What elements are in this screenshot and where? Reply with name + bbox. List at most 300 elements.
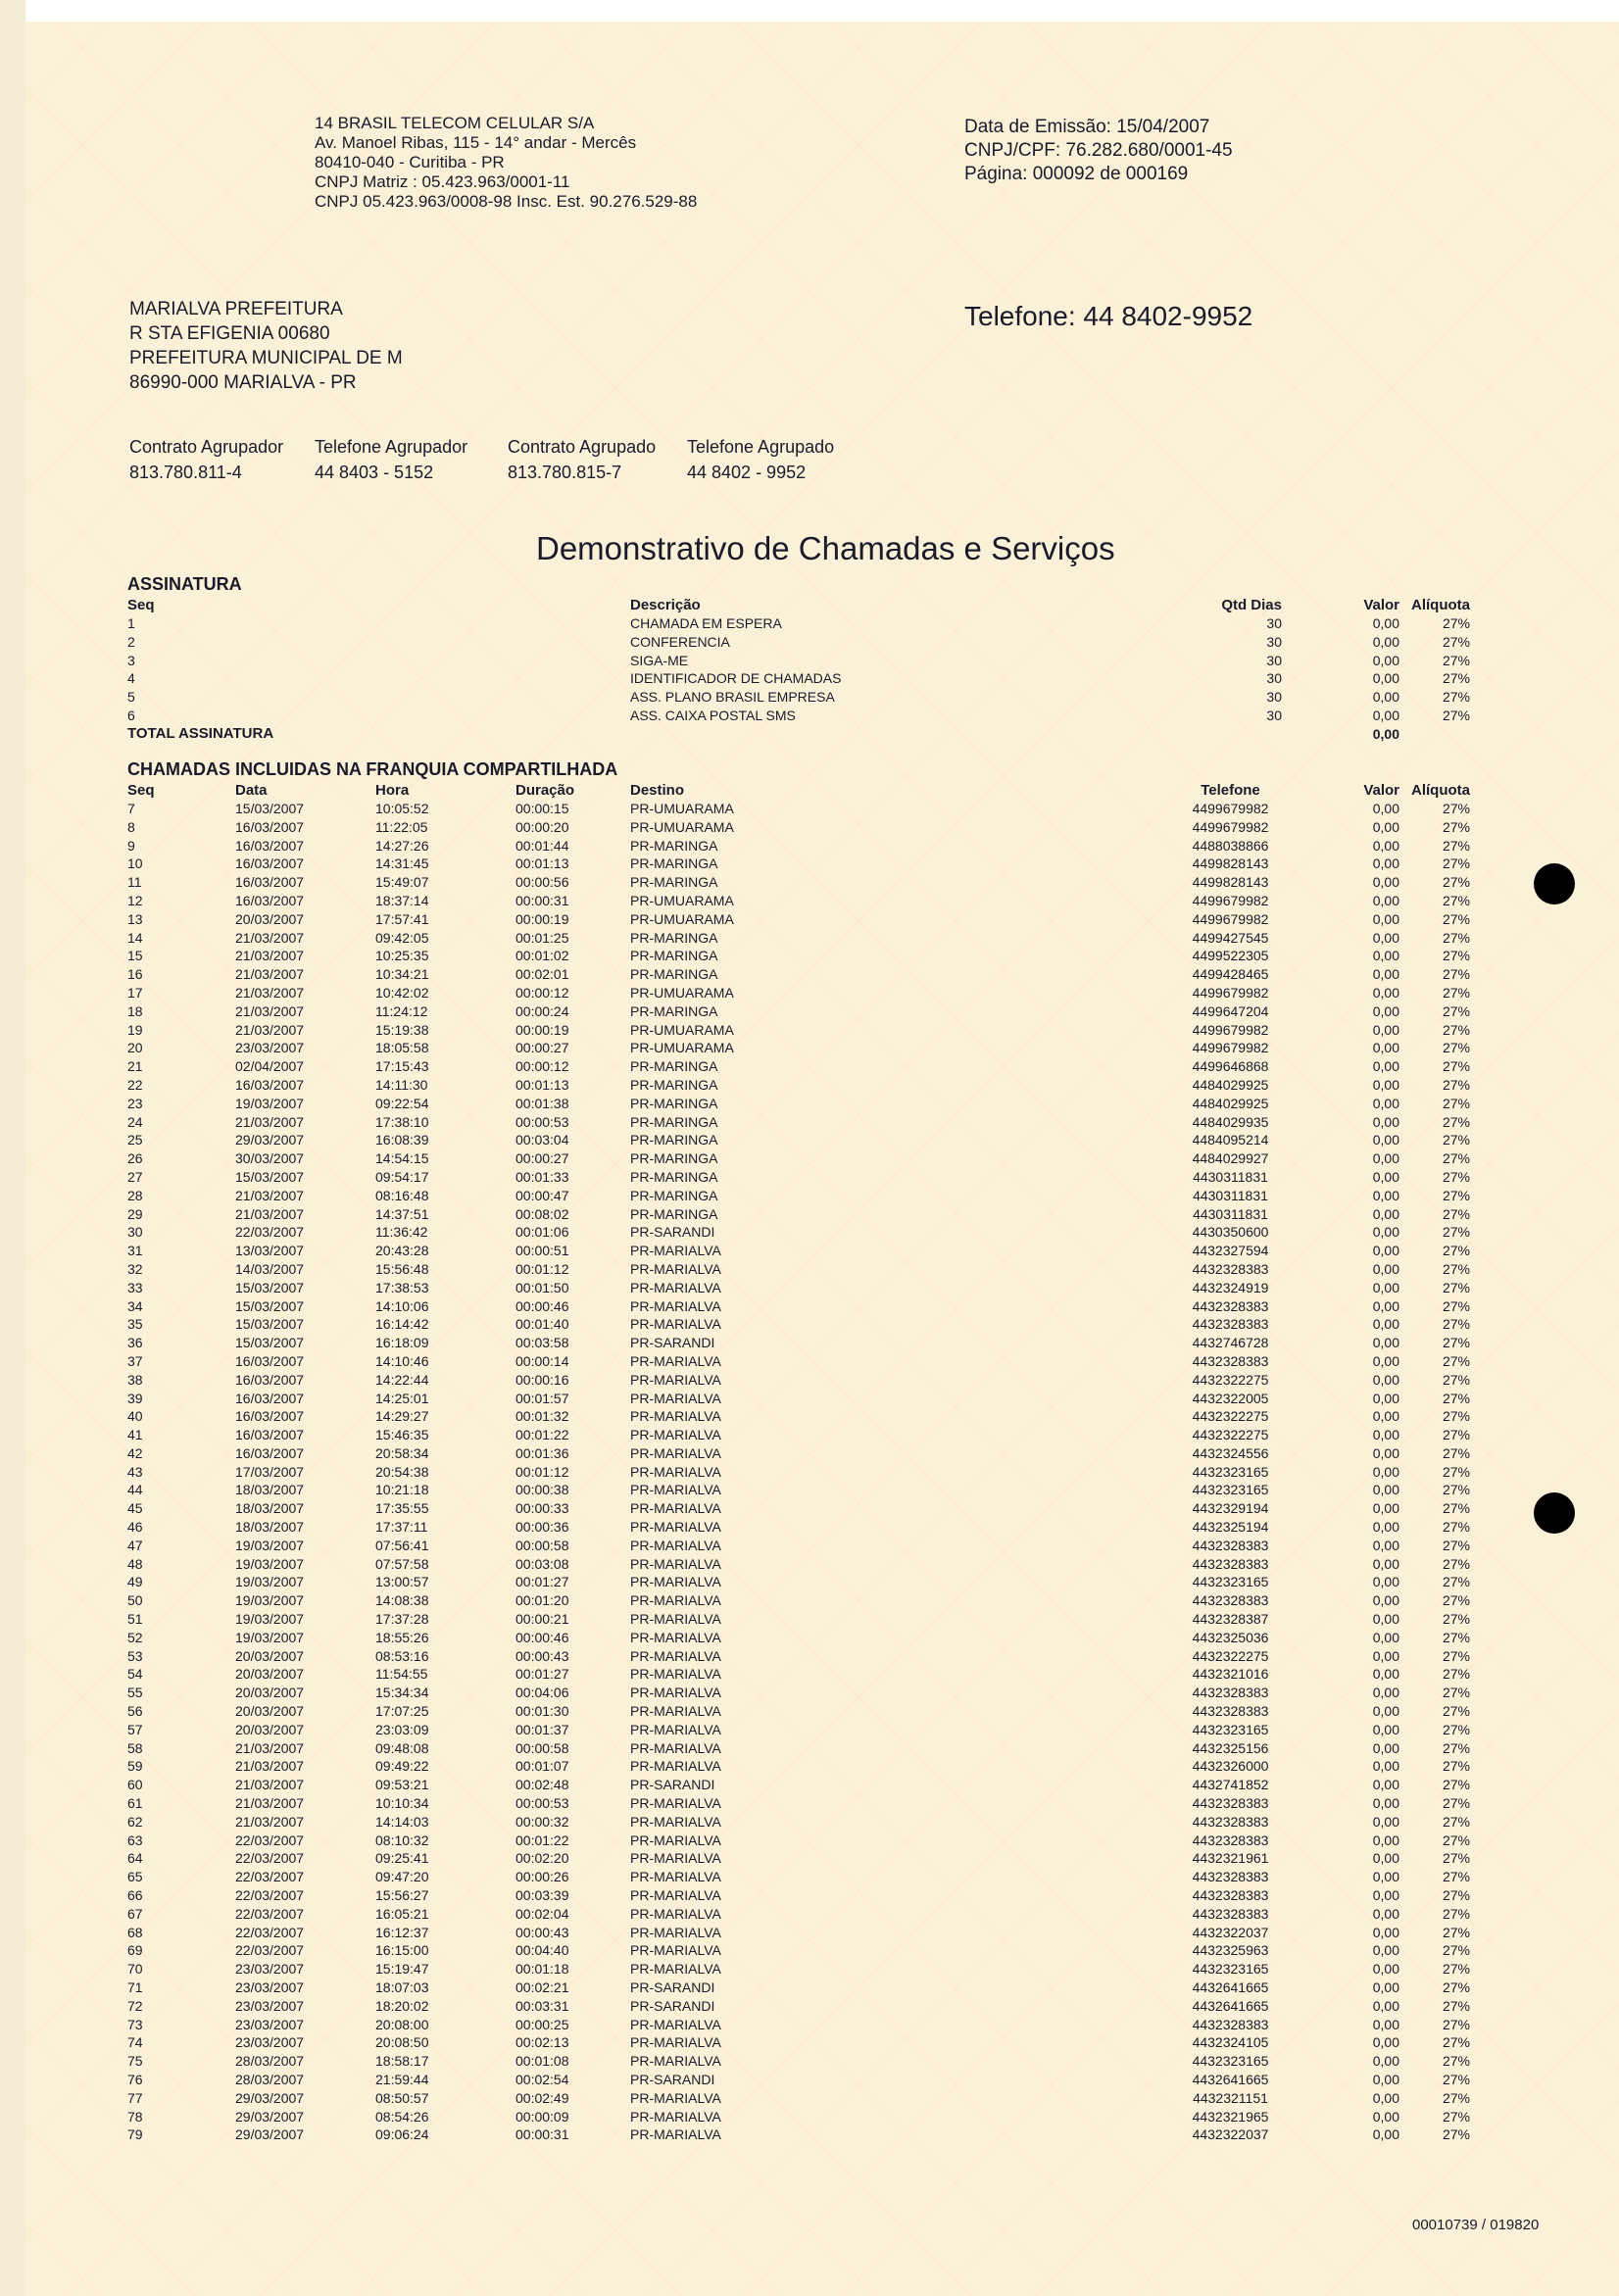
cell-hora: 20:43:28 [375,1243,429,1259]
cell-telefone: 4499679982 [1192,818,1269,835]
cell-valor: 0,00 [1372,1371,1399,1388]
col-telefone: Telefone [1201,782,1260,799]
cell-destino: PR-MARIALVA [630,1574,721,1590]
cell-aliquota: 27% [1442,1297,1470,1314]
cell-aliquota: 27% [1442,1777,1470,1793]
cell-aliquota: 27% [1442,1979,1470,1995]
cell-destino: PR-MARIALVA [630,1519,721,1536]
cell-seq: 27 [127,1168,143,1185]
cell-seq: 57 [127,1721,143,1737]
call-row [127,1960,1470,1978]
cell-aliquota: 27% [1442,633,1470,650]
cell-valor: 0,00 [1372,652,1399,668]
call-row [127,1721,1470,1739]
cell-destino: PR-MARINGA [630,1076,718,1093]
call-row [127,1057,1470,1076]
cell-data: 13/03/2007 [235,1243,305,1259]
cell-valor: 0,00 [1372,1961,1399,1978]
cell-valor: 0,00 [1372,1850,1399,1867]
cell-valor: 0,00 [1372,1316,1399,1333]
cell-duracao: 00:00:15 [515,801,569,816]
cell-valor: 0,00 [1372,2016,1399,2032]
cell-aliquota: 27% [1442,966,1470,983]
cell-hora: 17:38:53 [375,1279,429,1295]
call-row [127,1591,1470,1610]
cell-aliquota: 27% [1442,1260,1470,1277]
call-row [127,1868,1470,1886]
cell-valor: 0,00 [1372,1905,1399,1922]
cell-duracao: 00:00:58 [515,1739,569,1756]
cell-seq: 65 [127,1869,143,1885]
cell-seq: 14 [127,929,143,946]
cell-aliquota: 27% [1442,874,1470,891]
cell-hora: 18:05:58 [375,1040,429,1056]
col-hora: Hora [375,782,410,799]
cell-valor: 0,00 [1372,1021,1399,1038]
cell-telefone: 4432328383 [1192,1887,1269,1904]
cell-destino: PR-MARIALVA [630,1887,721,1904]
cell-valor: 0,00 [1372,2089,1399,2106]
call-row [127,1260,1470,1279]
cell-hora: 15:19:38 [375,1021,429,1038]
cell-aliquota: 27% [1442,1279,1470,1295]
contract-agrupado-label: Contrato Agrupado [508,437,657,457]
cell-destino: PR-MARIALVA [630,1297,721,1314]
cell-aliquota: 27% [1442,1187,1470,1203]
cell-valor: 0,00 [1372,1463,1399,1480]
call-row [127,1924,1470,1942]
cell-seq: 29 [127,1205,143,1222]
cell-valor: 0,00 [1372,929,1399,946]
footer-code: 00010739 / 019820 [1412,2217,1540,2233]
cell-data: 23/03/2007 [235,1040,305,1056]
cell-telefone: 4432323165 [1192,1463,1269,1480]
call-row [127,1702,1470,1721]
cell-data: 28/03/2007 [235,2071,305,2087]
punch-hole-bottom [1534,1492,1575,1534]
cell-hora: 09:54:17 [375,1168,429,1185]
cell-telefone: 4484029925 [1192,1076,1269,1093]
cell-telefone: 4432328383 [1192,2016,1269,2032]
call-row [127,1978,1470,1997]
cell-valor: 0,00 [1372,707,1399,723]
cell-aliquota: 27% [1442,2071,1470,2087]
col-aliquota: Alíquota [1411,597,1470,613]
customer-line: R STA EFIGENIA 00680 [129,323,330,344]
cell-duracao: 00:00:53 [515,1795,569,1812]
cell-aliquota: 27% [1442,670,1470,687]
cell-valor: 0,00 [1372,1205,1399,1222]
cell-data: 18/03/2007 [235,1519,305,1536]
cell-duracao: 00:00:53 [515,1113,569,1130]
cell-duracao: 00:00:56 [515,874,569,891]
cell-aliquota: 27% [1442,1390,1470,1406]
issue-date: Data de Emissão: 15/04/2007 [964,117,1210,137]
cell-valor: 0,00 [1372,1040,1399,1056]
cell-duracao: 00:03:04 [515,1132,569,1148]
cell-destino: PR-MARIALVA [630,1592,721,1609]
cell-data: 21/03/2007 [235,1113,305,1130]
cell-telefone: 4432746728 [1192,1335,1269,1351]
call-row [127,2016,1470,2034]
company-line: 14 BRASIL TELECOM CELULAR S/A [315,114,595,132]
customer-line: 86990-000 MARIALVA - PR [129,372,357,393]
cell-telefone: 4499428465 [1192,966,1269,983]
cell-telefone: 4432741852 [1192,1777,1269,1793]
cell-duracao: 00:01:13 [515,1076,569,1093]
cell-telefone: 4430350600 [1192,1224,1269,1241]
cell-data: 22/03/2007 [235,1869,305,1885]
cell-aliquota: 27% [1442,1869,1470,1885]
cell-data: 19/03/2007 [235,1629,305,1645]
cell-seq: 52 [127,1629,143,1645]
cell-duracao: 00:02:21 [515,1979,569,1995]
cell-destino: PR-MARIALVA [630,1352,721,1369]
cell-valor: 0,00 [1372,984,1399,1001]
cell-hora: 09:49:22 [375,1758,429,1775]
cell-valor: 0,00 [1372,1168,1399,1185]
cell-data: 14/03/2007 [235,1260,305,1277]
cell-duracao: 00:02:54 [515,2071,569,2087]
cell-telefone: 4432323165 [1192,1961,1269,1978]
cell-duracao: 00:01:20 [515,1592,569,1609]
cell-hora: 23:03:09 [375,1721,429,1737]
col-duracao: Duração [515,782,575,799]
customer-address [129,297,403,395]
cell-seq: 21 [127,1058,143,1075]
call-row [127,1794,1470,1813]
cell-destino: PR-MARIALVA [630,1555,721,1572]
cell-hora: 20:08:00 [375,2016,429,2032]
cell-valor: 0,00 [1372,1150,1399,1167]
cell-descricao: IDENTIFICADOR DE CHAMADAS [630,670,842,687]
cell-seq: 77 [127,2089,143,2106]
chamadas-section-title: CHAMADAS INCLUIDAS NA FRANQUIA COMPARTILHADA [127,759,618,779]
cell-hora: 14:22:44 [375,1371,429,1388]
cell-seq: 45 [127,1500,143,1517]
cell-telefone: 4499679982 [1192,984,1269,1001]
cell-telefone: 4499828143 [1192,874,1269,891]
cell-hora: 15:56:27 [375,1887,429,1904]
cell-destino: PR-MARINGA [630,1150,718,1167]
cell-destino: PR-MARIALVA [630,1666,721,1683]
cell-aliquota: 27% [1442,1832,1470,1848]
cell-aliquota: 27% [1442,689,1470,706]
cell-destino: PR-MARIALVA [630,1260,721,1277]
cell-hora: 18:20:02 [375,1997,429,2014]
cell-duracao: 00:02:48 [515,1777,569,1793]
cell-data: 20/03/2007 [235,1721,305,1737]
cell-hora: 18:07:03 [375,1979,429,1995]
cell-data: 23/03/2007 [235,1961,305,1978]
cell-valor: 0,00 [1372,1555,1399,1572]
cell-seq: 5 [127,689,135,706]
call-row [127,947,1470,965]
cell-aliquota: 27% [1442,1224,1470,1241]
call-row [127,818,1470,837]
cell-duracao: 00:01:32 [515,1408,569,1425]
cell-aliquota: 27% [1442,1095,1470,1111]
cell-seq: 3 [127,652,135,668]
cell-telefone: 4432321965 [1192,2108,1269,2125]
cell-seq: 55 [127,1685,143,1701]
call-row [127,1610,1470,1629]
cell-aliquota: 27% [1442,1703,1470,1720]
cell-duracao: 00:01:36 [515,1444,569,1461]
cell-aliquota: 27% [1442,1795,1470,1812]
cell-data: 15/03/2007 [235,1279,305,1295]
cell-aliquota: 27% [1442,2126,1470,2143]
cell-data: 15/03/2007 [235,1297,305,1314]
assinatura-row [127,669,1470,688]
cell-valor: 0,00 [1372,1574,1399,1590]
cell-telefone: 4499679982 [1192,1040,1269,1056]
cell-destino: PR-MARIALVA [630,2108,721,2125]
call-row [127,1905,1470,1924]
cell-valor: 0,00 [1372,1537,1399,1553]
cell-duracao: 00:00:24 [515,1002,569,1019]
cell-duracao: 00:01:27 [515,1574,569,1590]
cell-data: 22/03/2007 [235,1224,305,1241]
cell-data: 21/03/2007 [235,1795,305,1812]
cell-valor: 0,00 [1372,1279,1399,1295]
cell-aliquota: 27% [1442,1040,1470,1056]
cell-seq: 67 [127,1905,143,1922]
cell-data: 30/03/2007 [235,1150,305,1167]
cell-destino: PR-MARINGA [630,1187,718,1203]
cell-aliquota: 27% [1442,1500,1470,1517]
cell-destino: PR-UMUARAMA [630,1040,734,1056]
cell-seq: 28 [127,1187,143,1203]
cell-valor: 0,00 [1372,1444,1399,1461]
call-row [127,800,1470,818]
cell-valor: 0,00 [1372,1132,1399,1148]
call-row [127,1832,1470,1850]
call-row [127,2108,1470,2126]
cell-destino: PR-MARIALVA [630,2016,721,2032]
cell-duracao: 00:00:27 [515,1150,569,1167]
cell-telefone: 4432328383 [1192,1537,1269,1553]
cell-data: 21/03/2007 [235,948,305,964]
cell-destino: PR-MARINGA [630,874,718,891]
call-row [127,855,1470,873]
cell-duracao: 00:01:33 [515,1168,569,1185]
cell-seq: 36 [127,1335,143,1351]
cell-hora: 14:31:45 [375,855,429,872]
cell-telefone: 4484029927 [1192,1150,1269,1167]
cell-data: 16/03/2007 [235,1427,305,1443]
cell-data: 16/03/2007 [235,892,305,908]
cell-descricao: ASS. CAIXA POSTAL SMS [630,707,796,723]
cell-destino: PR-MARIALVA [630,1629,721,1645]
cell-valor: 0,00 [1372,1721,1399,1737]
cell-hora: 15:56:48 [375,1260,429,1277]
cell-telefone: 4432325156 [1192,1739,1269,1756]
cell-hora: 14:10:06 [375,1297,429,1314]
cell-data: 19/03/2007 [235,1592,305,1609]
cell-hora: 17:15:43 [375,1058,429,1075]
cell-valor: 0,00 [1372,1666,1399,1683]
cell-hora: 15:34:34 [375,1685,429,1701]
cell-aliquota: 27% [1442,1076,1470,1093]
cell-hora: 10:34:21 [375,966,429,983]
cell-descricao: CONFERENCIA [630,633,730,650]
cell-aliquota: 27% [1442,1132,1470,1148]
cell-seq: 20 [127,1040,143,1056]
cell-qtd-dias: 30 [1266,633,1282,650]
cell-seq: 9 [127,837,135,854]
cell-destino: PR-UMUARAMA [630,892,734,908]
cell-valor: 0,00 [1372,874,1399,891]
cell-seq: 58 [127,1739,143,1756]
cell-telefone: 4432322037 [1192,2126,1269,2143]
cell-seq: 44 [127,1482,143,1498]
cell-seq: 2 [127,633,135,650]
cell-duracao: 00:01:02 [515,948,569,964]
cell-aliquota: 27% [1442,1168,1470,1185]
call-row [127,1665,1470,1684]
cell-hora: 11:22:05 [375,818,428,835]
cell-seq: 61 [127,1795,143,1812]
cell-duracao: 00:00:26 [515,1869,569,1885]
cell-duracao: 00:00:32 [515,1813,569,1830]
cell-seq: 43 [127,1463,143,1480]
cell-seq: 23 [127,1095,143,1111]
cell-destino: PR-MARIALVA [630,1869,721,1885]
cell-valor: 0,00 [1372,1739,1399,1756]
cell-qtd-dias: 30 [1266,689,1282,706]
cell-data: 22/03/2007 [235,1887,305,1904]
cell-seq: 47 [127,1537,143,1553]
cell-seq: 56 [127,1703,143,1720]
cell-hora: 08:10:32 [375,1832,429,1848]
cell-telefone: 4432328383 [1192,1869,1269,1885]
cell-hora: 18:55:26 [375,1629,429,1645]
cell-data: 22/03/2007 [235,1924,305,1940]
cell-telefone: 4432328383 [1192,1905,1269,1922]
cell-aliquota: 27% [1442,1243,1470,1259]
cell-data: 16/03/2007 [235,874,305,891]
cell-destino: PR-MARINGA [630,948,718,964]
cell-valor: 0,00 [1372,2034,1399,2051]
cell-hora: 08:54:26 [375,2108,429,2125]
cell-data: 19/03/2007 [235,1095,305,1111]
customer-phone: Telefone: 44 8402-9952 [964,301,1253,331]
cell-data: 20/03/2007 [235,1703,305,1720]
cell-aliquota: 27% [1442,984,1470,1001]
cell-destino: PR-MARIALVA [630,1427,721,1443]
cell-aliquota: 27% [1442,1113,1470,1130]
cell-seq: 66 [127,1887,143,1904]
company-line: Av. Manoel Ribas, 115 - 14° andar - Mercês [315,133,637,152]
total-value: 0,00 [1372,725,1399,742]
cell-seq: 17 [127,984,143,1001]
cell-aliquota: 27% [1442,1408,1470,1425]
cell-valor: 0,00 [1372,689,1399,706]
cell-seq: 4 [127,670,135,687]
cell-telefone: 4499679982 [1192,910,1269,927]
cell-data: 16/03/2007 [235,1408,305,1425]
cell-hora: 14:25:01 [375,1390,429,1406]
cell-telefone: 4432325036 [1192,1629,1269,1645]
call-row [127,1297,1470,1316]
cell-seq: 79 [127,2126,143,2143]
cell-seq: 16 [127,966,143,983]
cell-hora: 07:56:41 [375,1537,429,1553]
page-number: Página: 000092 de 000169 [964,164,1189,184]
cell-telefone: 4432324919 [1192,1279,1269,1295]
cell-duracao: 00:01:06 [515,1224,569,1241]
cell-valor: 0,00 [1372,1887,1399,1904]
cell-valor: 0,00 [1372,1758,1399,1775]
cell-hora: 14:10:46 [375,1352,429,1369]
cell-duracao: 00:01:40 [515,1316,569,1333]
contract-agrupador-value: 813.780.811-4 [129,463,242,482]
cell-duracao: 00:03:08 [515,1555,569,1572]
cell-duracao: 00:00:43 [515,1924,569,1940]
cell-aliquota: 27% [1442,1352,1470,1369]
call-row [127,1941,1470,1960]
cell-valor: 0,00 [1372,892,1399,908]
cell-destino: PR-MARIALVA [630,1721,721,1737]
cell-duracao: 00:00:25 [515,2016,569,2032]
cell-valor: 0,00 [1372,1058,1399,1075]
chamadas-header-row [127,782,1470,800]
cell-aliquota: 27% [1442,1685,1470,1701]
col-valor: Valor [1363,782,1399,799]
cell-aliquota: 27% [1442,2108,1470,2125]
company-line: 80410-040 - Curitiba - PR [315,153,505,171]
cell-duracao: 00:00:31 [515,892,569,908]
call-row [127,837,1470,855]
cell-aliquota: 27% [1442,1997,1470,2014]
cell-data: 16/03/2007 [235,1444,305,1461]
call-row [127,929,1470,948]
cell-destino: PR-MARIALVA [630,1611,721,1628]
cell-telefone: 4499679982 [1192,892,1269,908]
cell-valor: 0,00 [1372,801,1399,816]
cell-data: 29/03/2007 [235,2108,305,2125]
cell-seq: 68 [127,1924,143,1940]
cell-destino: PR-MARIALVA [630,1850,721,1867]
cell-hora: 17:38:10 [375,1113,429,1130]
cell-hora: 21:59:44 [375,2071,429,2087]
cell-destino: PR-MARIALVA [630,1795,721,1812]
cell-hora: 20:54:38 [375,1463,429,1480]
cell-hora: 08:16:48 [375,1187,429,1203]
cell-duracao: 00:04:06 [515,1685,569,1701]
cell-duracao: 00:00:27 [515,1040,569,1056]
cell-telefone: 4432322275 [1192,1371,1269,1388]
cell-duracao: 00:00:51 [515,1243,569,1259]
cell-telefone: 4432322275 [1192,1427,1269,1443]
cell-destino: PR-MARIALVA [630,1703,721,1720]
telefone-agrupado-label: Telefone Agrupado [687,437,835,457]
cell-hora: 17:57:41 [375,910,429,927]
call-row [127,1849,1470,1868]
cell-duracao: 00:01:12 [515,1260,569,1277]
cell-destino: PR-MARIALVA [630,1408,721,1425]
cell-valor: 0,00 [1372,1113,1399,1130]
call-row [127,1407,1470,1426]
cell-duracao: 00:02:04 [515,1905,569,1922]
cell-destino: PR-MARINGA [630,1095,718,1111]
cell-hora: 11:36:42 [375,1224,428,1241]
cell-aliquota: 27% [1442,615,1470,631]
cell-telefone: 4432327594 [1192,1243,1269,1259]
cell-telefone: 4432328383 [1192,1685,1269,1701]
cell-telefone: 4499646868 [1192,1058,1269,1075]
